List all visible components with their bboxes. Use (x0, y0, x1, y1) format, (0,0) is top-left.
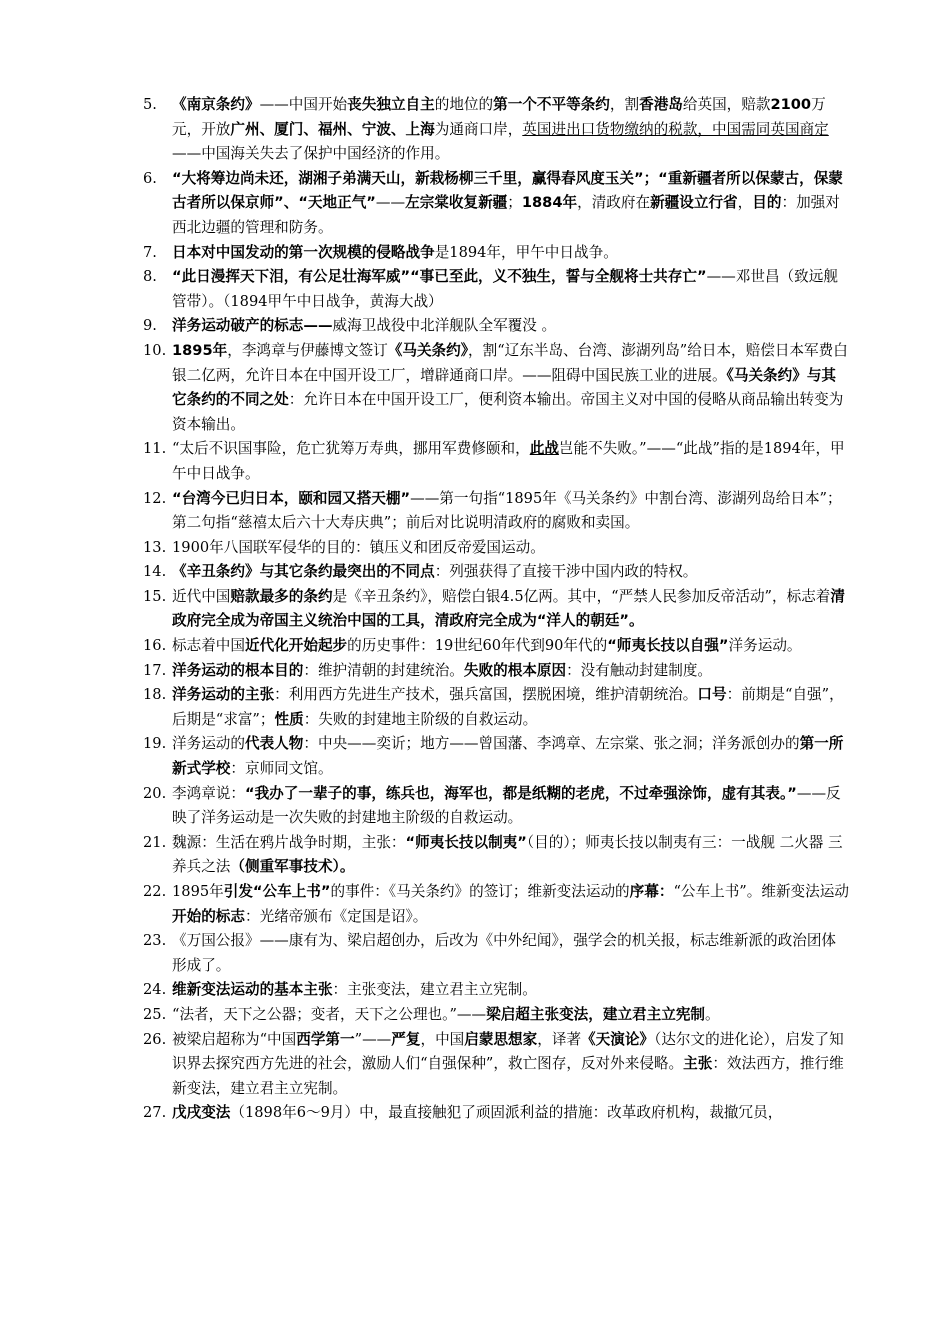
emphasized-text: 戊戌变法 (172, 1104, 231, 1122)
numbered-list (143, 93, 850, 1126)
text-segment: 1900年八国联军侵华的目的：镇压义和团反帝爱国运动。 (172, 538, 545, 556)
list-item (143, 487, 850, 536)
text-segment: ：允许日本在中国开设工厂，便利资本输出。帝国主义对中国的侵略从商品输出转变为资本输出。 (172, 391, 844, 433)
item-text (172, 1104, 782, 1121)
text-segment: ”—— (354, 1030, 392, 1048)
emphasized-text: 香港岛 (639, 96, 683, 113)
item-text (172, 317, 556, 334)
text-segment: “太后不识国事险，危亡犹筹万寿典，挪用军费修颐和， (172, 440, 530, 458)
item-number: 7. (143, 243, 157, 261)
emphasized-text: 此战 (529, 440, 559, 458)
emphasized-text: 梁启超主张变法，建立君主立宪制 (486, 1005, 706, 1023)
text-segment: “法者，天下之公器；变者，天下之公理也。”—— (172, 1005, 487, 1023)
text-segment: ——邓世昌（致远舰管带）。（1894甲午中日战争，黄海大战） (172, 268, 838, 310)
text-segment: ， (737, 194, 753, 212)
item-number: 5. (143, 96, 157, 113)
item-number: 21. (143, 833, 167, 851)
text-segment: ：维护清朝的封建统治。 (303, 661, 464, 679)
list-item (143, 560, 850, 585)
text-segment: 标志着中国 (172, 637, 245, 655)
list-item (143, 339, 850, 437)
emphasized-text: 启蒙思想家 (464, 1030, 538, 1048)
emphasized-text: 英国进出口货物缴纳的税款，中国需同英国商定 (522, 120, 829, 138)
text-segment: 是1894年，甲午中日战争。 (434, 243, 618, 261)
text-segment: ：加强对西北边疆的管理和防务。 (172, 194, 840, 236)
text-segment: ——中国开始 (259, 96, 348, 113)
emphasized-text: 维新变法运动的基本主张 (172, 981, 333, 999)
text-segment: 《万国公报》——康有为、梁启超创办，后改为《中外纪闻》，强学会的机关报，标志维新派的政治团体形成了。 (172, 932, 837, 974)
item-text (172, 96, 829, 162)
list-item (143, 585, 850, 634)
text-segment: 威海卫战役中北洋舰队全军覆没 。 (332, 317, 557, 335)
emphasized-text: 西学第一 (296, 1030, 355, 1048)
list-item (143, 167, 850, 241)
text-segment: ，中国 (420, 1030, 465, 1048)
emphasized-text: 丧失独立自主 (347, 96, 435, 113)
item-number: 22. (143, 883, 167, 900)
emphasized-text: 日本对中国发动的第一次规模的侵略战争 (172, 243, 435, 261)
text-segment: 。 (705, 1005, 720, 1023)
list-item (143, 929, 850, 978)
text-segment: ：列强获得了直接干涉中国内政的特权。 (434, 563, 698, 581)
text-segment: 为通商口岸， (434, 120, 523, 138)
item-text (172, 834, 843, 876)
item-text (172, 563, 697, 580)
emphasized-text: 2100 (770, 96, 812, 113)
list-item (143, 880, 850, 929)
emphasized-text: 开始的标志 (172, 907, 245, 925)
text-segment: 的事件：《马关条约》的签订；维新变法运动的 (330, 883, 630, 900)
emphasized-text: “师夷长技以制夷” (405, 833, 527, 851)
item-text (172, 440, 845, 482)
list-item (143, 241, 850, 266)
text-segment: 近代中国 (172, 587, 231, 605)
emphasized-text: 严复 (391, 1030, 421, 1048)
item-text (172, 490, 842, 532)
text-segment: 是《辛丑条约》，赔偿白银4.5亿两。其中，“严禁人民参加反帝活动”，标志着 (332, 587, 831, 605)
item-text (172, 785, 841, 827)
text-segment: ，割“辽东半岛、台湾、澎湖列岛”给日本，赔偿日本军费白银二亿两，允许日本在中国开设工厂，增辟通商口岸。——阻碍中国民族工业的进展。 (172, 341, 848, 384)
emphasized-text: 《辛丑条约》与其它条约最突出的不同点 (172, 563, 435, 581)
list-item (143, 1003, 850, 1028)
text-segment: ，李鸿章与伊藤博文签订 (227, 341, 388, 359)
item-number: 16. (143, 637, 167, 655)
emphasized-text: 《天演论》 (581, 1030, 655, 1048)
item-number: 10. (143, 341, 167, 359)
item-number: 11. (143, 440, 167, 458)
emphasized-text: 第一个不平等条约 (493, 96, 610, 113)
list-item (143, 732, 850, 781)
emphasized-text: 失败的根本原因 (463, 661, 567, 679)
emphasized-text: 左宗棠收复新疆 (405, 194, 508, 212)
item-number: 15. (143, 587, 167, 605)
text-segment: ——第一句指“1895年《马关条约》中割台湾、澎湖列岛给日本”；第二句指“慈禧太后六十大寿庆典”；前后对比说明清政府的腐败和卖国。 (172, 489, 842, 532)
item-number: 24. (143, 981, 167, 999)
list-item (143, 978, 850, 1003)
item-text (172, 686, 844, 728)
text-segment: 被梁启超称为“中国 (172, 1030, 297, 1048)
item-number: 13. (143, 538, 167, 556)
text-segment: ，译著 (537, 1030, 582, 1048)
list-item (143, 314, 850, 339)
emphasized-text: 清政府完全成为帝国主义统治中国的工具，清政府完全成为“洋人的朝廷”。 (172, 587, 846, 630)
item-text (172, 662, 712, 679)
emphasized-text: 性质 (274, 710, 304, 728)
item-number: 6. (143, 169, 157, 187)
text-segment: ：利用西方先进生产技术，强兵富国，摆脱困境，维护清朝统治。 (274, 686, 698, 704)
item-text (172, 883, 849, 925)
item-text (172, 1031, 844, 1097)
emphasized-text: 《马关条约》 (387, 341, 469, 359)
text-segment: ：主张变法，建立君主立宪制。 (332, 981, 537, 999)
text-segment: ：中央——奕䜣；地方——曾国藩、李鸿章、左宗棠、张之洞；洋务派创办的 (303, 735, 800, 753)
text-segment: ：效法西方，推行维新变法，建立君主立宪制。 (172, 1055, 844, 1097)
item-number: 18. (143, 686, 167, 704)
item-number: 25. (143, 1005, 167, 1023)
emphasized-text: 近代化开始起步 (244, 637, 348, 655)
text-segment: （1898年6～9月）中，最直接触犯了顽固派利益的措施：改革政府机构，裁撤冗员， (230, 1104, 783, 1122)
emphasized-text: （侧重军事技术）。 (230, 858, 355, 876)
item-text (172, 735, 843, 777)
text-segment: “公车上书”。维新变法运动 (673, 883, 849, 900)
list-item (143, 93, 850, 167)
emphasized-text: “此日漫挥天下泪，有公足壮海军威”“事已至此，义不独生，誓与全舰将士共存亡” (172, 268, 707, 286)
text-segment: ——中国海关失去了保护中国经济的作用。 (172, 145, 450, 163)
emphasized-text: 主张 (683, 1055, 713, 1073)
emphasized-text: 引发“公车上书” (223, 883, 331, 900)
emphasized-text: “大将筹边尚未还，湖湘子弟满天山，新栽杨柳三千里，赢得春风度玉关”；“重新疆者所以保蒙古，保蒙古者所以保京师”、“天地正气” (172, 169, 843, 212)
emphasized-text: 代表人物 (244, 735, 304, 753)
list-item (143, 831, 850, 880)
item-number: 14. (143, 563, 167, 581)
text-segment: 洋务运动的 (172, 735, 245, 753)
text-segment: 万元，开放 (172, 96, 826, 138)
emphasized-text: 广州、厦门、福州、宁波、上海 (230, 120, 435, 138)
item-text (172, 268, 838, 310)
text-segment: 魏源：生活在鸦片战争时期，主张： (172, 833, 406, 851)
emphasized-text: 赔款最多的条约 (230, 587, 333, 605)
text-segment: （目的）；师夷长技以制夷有三：一战舰 二火器 三养兵之法 (172, 833, 843, 876)
text-segment: ：失败的封建地主阶级的自救运动。 (303, 710, 538, 728)
emphasized-text: 洋务运动的根本目的 (172, 661, 304, 679)
item-number: 9. (143, 317, 157, 335)
emphasized-text: 序幕： (629, 883, 674, 900)
item-text (172, 342, 848, 433)
item-text (172, 932, 836, 974)
item-number: 20. (143, 784, 167, 802)
item-text (172, 170, 843, 236)
list-item (143, 437, 850, 486)
list-item (143, 659, 850, 684)
emphasized-text: 《南京条约》 (172, 96, 260, 113)
item-text (172, 1006, 720, 1023)
item-number: 8. (143, 268, 157, 286)
emphasized-text: 洋务运动的主张 (172, 686, 275, 704)
list-item (143, 1028, 850, 1102)
emphasized-text: 1895年 (172, 341, 228, 359)
list-item (143, 683, 850, 732)
item-text (172, 539, 545, 556)
emphasized-text: “师夷长技以自强” (607, 637, 729, 655)
list-item (143, 634, 850, 659)
list-item (143, 1101, 850, 1126)
text-segment: ：京师同文馆。 (230, 760, 333, 778)
text-segment: ：没有触动封建制度。 (566, 661, 713, 679)
text-segment: 洋务运动。 (728, 637, 802, 655)
text-segment: ——反映了洋务运动是一次失败的封建地主阶级的自救运动。 (172, 784, 841, 827)
emphasized-text: 洋务运动破产的标志—— (172, 317, 333, 335)
emphasized-text: 《马关条约》与其它条约的不同之处 (172, 366, 837, 409)
text-segment: ：前期是“自强”，后期是“求富”； (172, 686, 844, 728)
emphasized-text: 新疆设立行省 (650, 194, 738, 212)
text-segment: ，割 (609, 96, 640, 113)
emphasized-text: 目的 (752, 194, 782, 212)
text-segment: 李鸿章说： (172, 784, 245, 802)
item-number: 23. (143, 932, 167, 950)
item-number: 27. (143, 1104, 167, 1122)
text-segment: 1895年 (172, 883, 224, 900)
item-number: 19. (143, 735, 167, 753)
item-number: 17. (143, 661, 167, 679)
item-text (172, 637, 802, 654)
emphasized-text: 第一所新式学校 (172, 735, 844, 778)
emphasized-text: 1884年 (521, 194, 578, 212)
emphasized-text: “我办了一辈子的事，练兵也，海军也，都是纸糊的老虎，不过牵强涂饰，虚有其表。” (244, 784, 797, 802)
text-segment: 给英国，赔款 (682, 96, 771, 113)
text-segment: ； (507, 194, 522, 212)
text-segment: 岂能不失败。”——“此战”指的是1894年，甲午中日战争。 (172, 440, 845, 482)
emphasized-text: 口号 (697, 686, 727, 704)
text-segment: ，清政府在 (577, 194, 651, 212)
list-item (143, 265, 850, 314)
item-text (172, 588, 845, 630)
item-text (172, 981, 537, 998)
item-number: 12. (143, 489, 167, 507)
text-segment: 的历史事件：19世纪60年代到90年代的 (347, 637, 608, 655)
list-item (143, 782, 850, 831)
text-segment: —— (375, 194, 406, 212)
item-text (172, 244, 618, 261)
text-segment: （达尔文的进化论），启发了知识界去探究西方先进的社会，激励人们“自强保种”，救亡图存，反对外来侵略。 (172, 1030, 844, 1073)
list-item (143, 536, 850, 561)
emphasized-text: “台湾今已归日本，颐和园又搭天棚” (172, 489, 411, 507)
item-number: 26. (143, 1030, 167, 1048)
text-segment: 的地位的 (434, 96, 494, 113)
text-segment: ：光绪帝颁布《定国是诏》。 (244, 907, 428, 925)
